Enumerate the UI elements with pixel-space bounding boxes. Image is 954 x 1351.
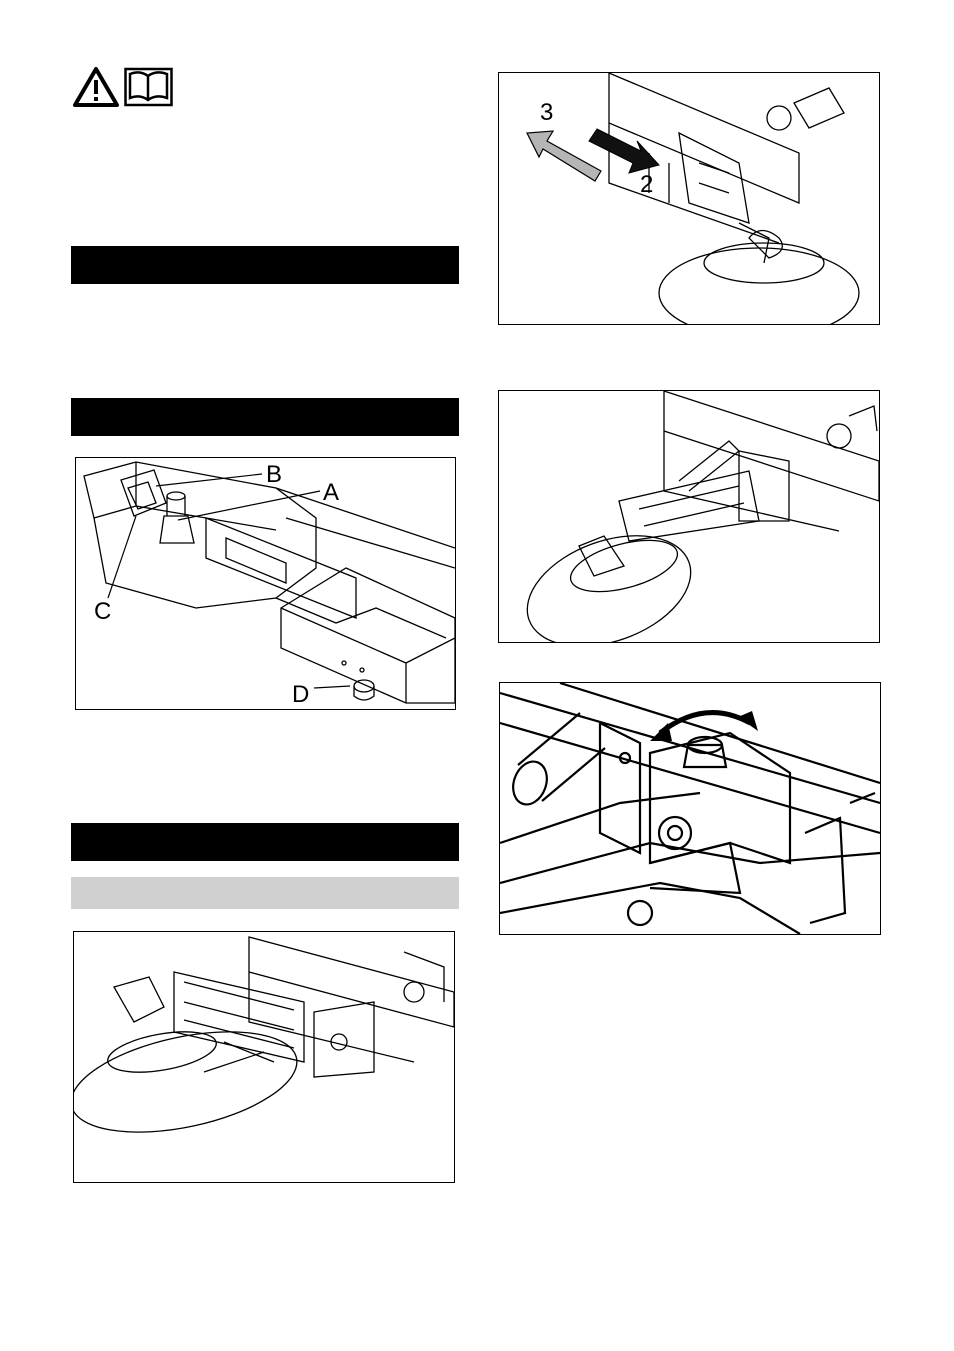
parts-diagram-figure [75,457,456,710]
callout-c: C [94,598,112,625]
brush-swing-drawing [499,73,879,324]
rotate-double-arrow-icon [660,713,750,733]
safety-icons [72,66,174,108]
arrow-2-icon [589,129,659,173]
parts-diagram-drawing [76,458,455,709]
arrow-3-icon [527,131,601,181]
section-heading-bar-2 [71,398,459,436]
callout-step-3: 3 [540,99,554,126]
adjustment-knob-drawing [500,683,880,934]
section-heading-bar-3 [71,823,459,861]
side-brush-folded-drawing [499,391,879,642]
side-brush-folded-figure [498,390,880,643]
subsection-heading-bar [71,877,459,909]
section-heading-bar-1 [71,246,459,284]
side-brush-extended-drawing [74,932,454,1182]
adjustment-knob-figure [499,682,881,935]
callout-step-2: 2 [640,171,654,198]
side-brush-extended-figure [73,931,455,1183]
callout-b: B [266,461,283,488]
callout-d: D [292,681,310,708]
brush-swing-figure [498,72,880,325]
read-manual-icon [124,66,174,108]
callout-a: A [323,479,340,506]
